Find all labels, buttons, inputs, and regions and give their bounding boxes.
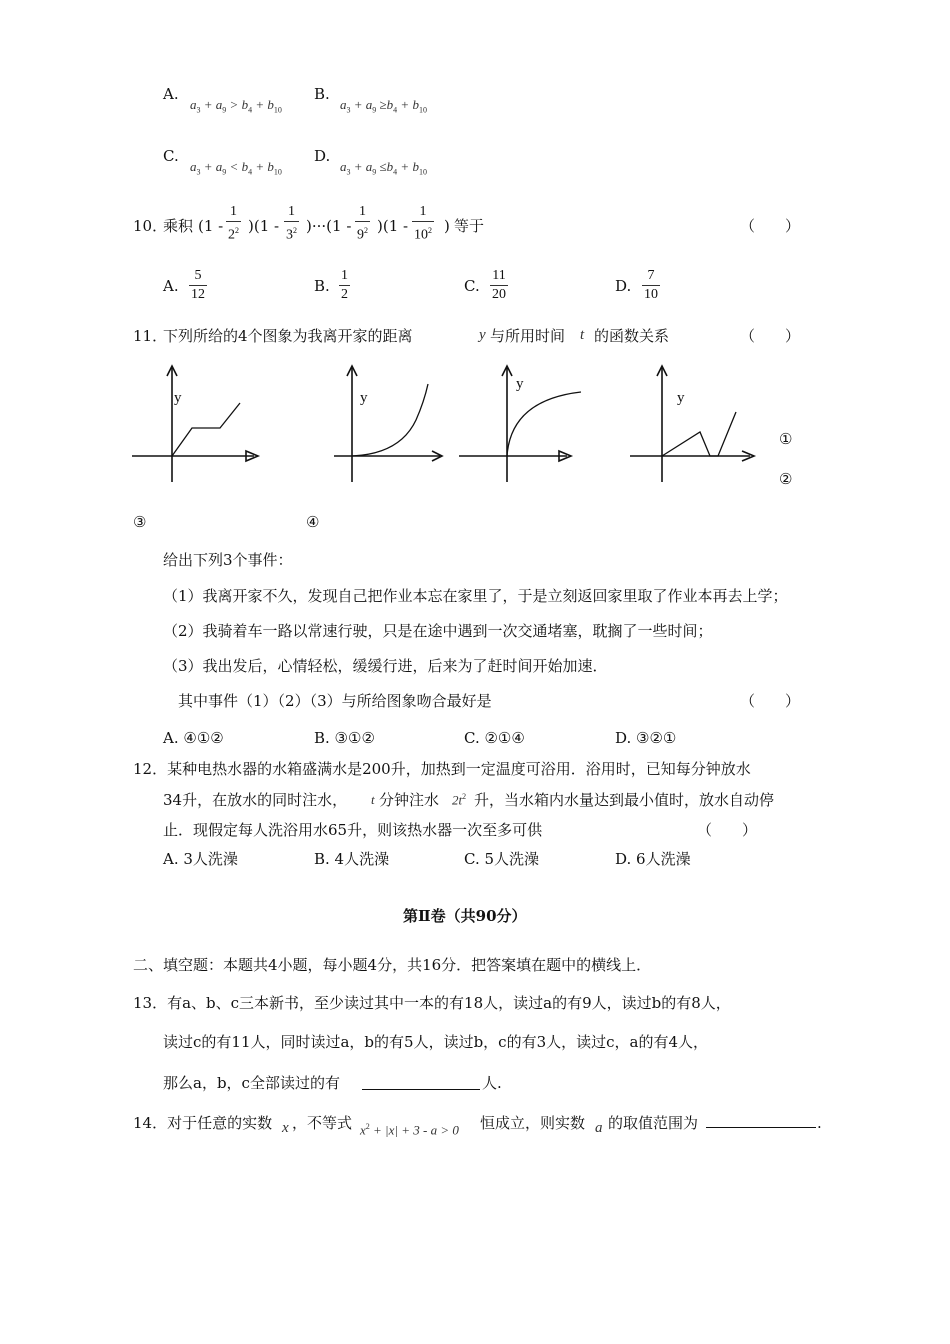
q11-question-blank: （ ）	[740, 692, 801, 710]
q12-option-b: B. 4人洗澡	[314, 850, 390, 868]
graph-2-convex-curve	[330, 362, 445, 487]
q12-option-a: A. 3人洗澡	[163, 850, 238, 868]
q11-events-intro: 给出下列3个事件：	[163, 551, 293, 569]
q12-option-d: D. 6人洗澡	[615, 850, 691, 868]
graph-1-y-label: y	[174, 390, 182, 406]
q11-event-3: （3）我出发后，心情轻松，缓缓行进，后来为了赶时间开始加速．	[163, 657, 608, 675]
q13-line-2: 读过c的有11人，同时读过a，b的有5人，读过b，c的有3人，读过c，a的有4人，	[163, 1033, 709, 1051]
q11-question: 其中事件（1）（2）（3）与所给图象吻合最好是	[178, 692, 492, 710]
q14-mid-2: 恒成立，则实数	[480, 1114, 586, 1132]
q9-option-b-label: B.	[314, 85, 330, 103]
q10-option-c-fraction: 11 20	[492, 268, 506, 302]
q14-var-x: x	[282, 1120, 289, 1136]
graph-marker-2: ②	[779, 470, 793, 488]
q10-option-b-fraction: 1 2	[341, 268, 348, 302]
q9-option-d-expr: $a_3 + a_9 \le b_4 + b_{10}$	[340, 159, 427, 177]
section-2-title: 第Ⅱ卷（共90分）	[403, 907, 527, 925]
q11-stem: 下列所给的4个图象为我离开家的距离	[163, 327, 413, 345]
q11-stem-end: 的函数关系	[594, 327, 670, 345]
q14-prefix: 14．对于任意的实数	[133, 1114, 273, 1132]
q9-option-a-label: A.	[163, 85, 179, 103]
q11-event-1: （1）我离开家不久，发现自己把作业本忘在家里了，于是立刻返回家里取了作业本再去上学；	[163, 587, 788, 605]
graph-marker-3: ③	[133, 513, 147, 531]
q9-option-c-label: C.	[163, 147, 179, 165]
q11-option-a: A. ④①②	[163, 729, 224, 747]
section-2-instructions: 二、填空题：本题共4小题，每小题4分，共16分．把答案填在题中的横线上．	[133, 956, 652, 974]
q10-answer-blank: （ ）	[740, 217, 801, 235]
q12-line-2a: 34升，在放水的同时注水，	[163, 791, 348, 809]
q14-suffix: 的取值范围为	[608, 1114, 699, 1132]
q12-inflow-expression: $2t^2$	[452, 792, 467, 808]
q9-option-d-label: D.	[314, 147, 331, 165]
graph-4-return-trip	[628, 362, 758, 487]
q10-option-a-fraction: 5 12	[191, 268, 205, 302]
q11-var-y: y	[479, 327, 486, 343]
q10-option-d-fraction: 7 10	[644, 268, 658, 302]
graph-marker-1: ①	[779, 430, 793, 448]
q11-var-t: t	[580, 327, 585, 343]
q10-option-c-label: C.	[464, 277, 480, 295]
q12-answer-blank: （ ）	[697, 821, 758, 839]
q14-inequality: $x^2 + |x| + 3 - a > 0$	[360, 1122, 459, 1138]
q10-option-d-label: D.	[615, 277, 632, 295]
q12-line-2b: 分钟注水	[379, 791, 440, 809]
q10-stem-suffix: 等于	[454, 217, 485, 235]
q14-mid-1: ，不等式	[292, 1114, 353, 1132]
q13-line-3a: 那么a，b，c全部读过的有	[163, 1074, 340, 1092]
q11-event-2: （2）我骑着车一路以常速行驶，只是在途中遇到一次交通堵塞，耽搁了一些时间；	[163, 622, 713, 640]
q14-end: .	[817, 1114, 822, 1132]
q12-line-2c: 升，当水箱内水量达到最小值时，放水自动停	[474, 791, 775, 809]
graph-2-y-label: y	[360, 390, 368, 406]
q12-var-t: t	[371, 792, 375, 807]
q10-stem-prefix: 乘积	[163, 217, 194, 235]
q9-option-c-expr: $a_3 + a_9 < b_4 + b_{10}$	[190, 159, 282, 177]
q10-option-b-label: B.	[314, 277, 330, 295]
q11-option-c: C. ②①④	[464, 729, 525, 747]
graph-4-y-label: y	[677, 390, 685, 406]
q10-number: 10．	[133, 217, 168, 235]
q11-option-d: D. ③②①	[615, 729, 677, 747]
q14-var-a: a	[595, 1120, 603, 1136]
graph-3-y-label: y	[516, 376, 524, 392]
q9-option-a-expr: $a_3 + a_9 > b_4 + b_{10}$	[190, 97, 282, 115]
q13-answer-line	[362, 1089, 480, 1090]
q11-answer-blank: （ ）	[740, 327, 801, 345]
q9-option-b-expr: $a_3 + a_9 \ge b_4 + b_{10}$	[340, 97, 427, 115]
q12-line-1: 12．某种电热水器的水箱盛满水是200升，加热到一定温度可浴用．浴用时，已知每分钟放水	[133, 760, 751, 778]
q12-line-3: 止．现假定每人洗浴用水65升，则该热水器一次至多可供	[163, 821, 543, 839]
q12-option-c: C. 5人洗澡	[464, 850, 540, 868]
q13-line-3b: 人.	[482, 1074, 502, 1092]
q10-option-a-label: A.	[163, 277, 179, 295]
q13-line-1: 13．有a、b、c三本新书，至少读过其中一本的有18人，读过a的有9人，读过b的有8人，	[133, 994, 731, 1012]
graph-1-piecewise-plateau	[130, 362, 265, 487]
q11-stem-mid: 与所用时间	[490, 327, 566, 345]
graph-marker-4: ④	[306, 513, 320, 531]
q11-option-b: B. ③①②	[314, 729, 375, 747]
q11-number: 11．	[133, 327, 168, 345]
q14-answer-line	[706, 1127, 816, 1128]
